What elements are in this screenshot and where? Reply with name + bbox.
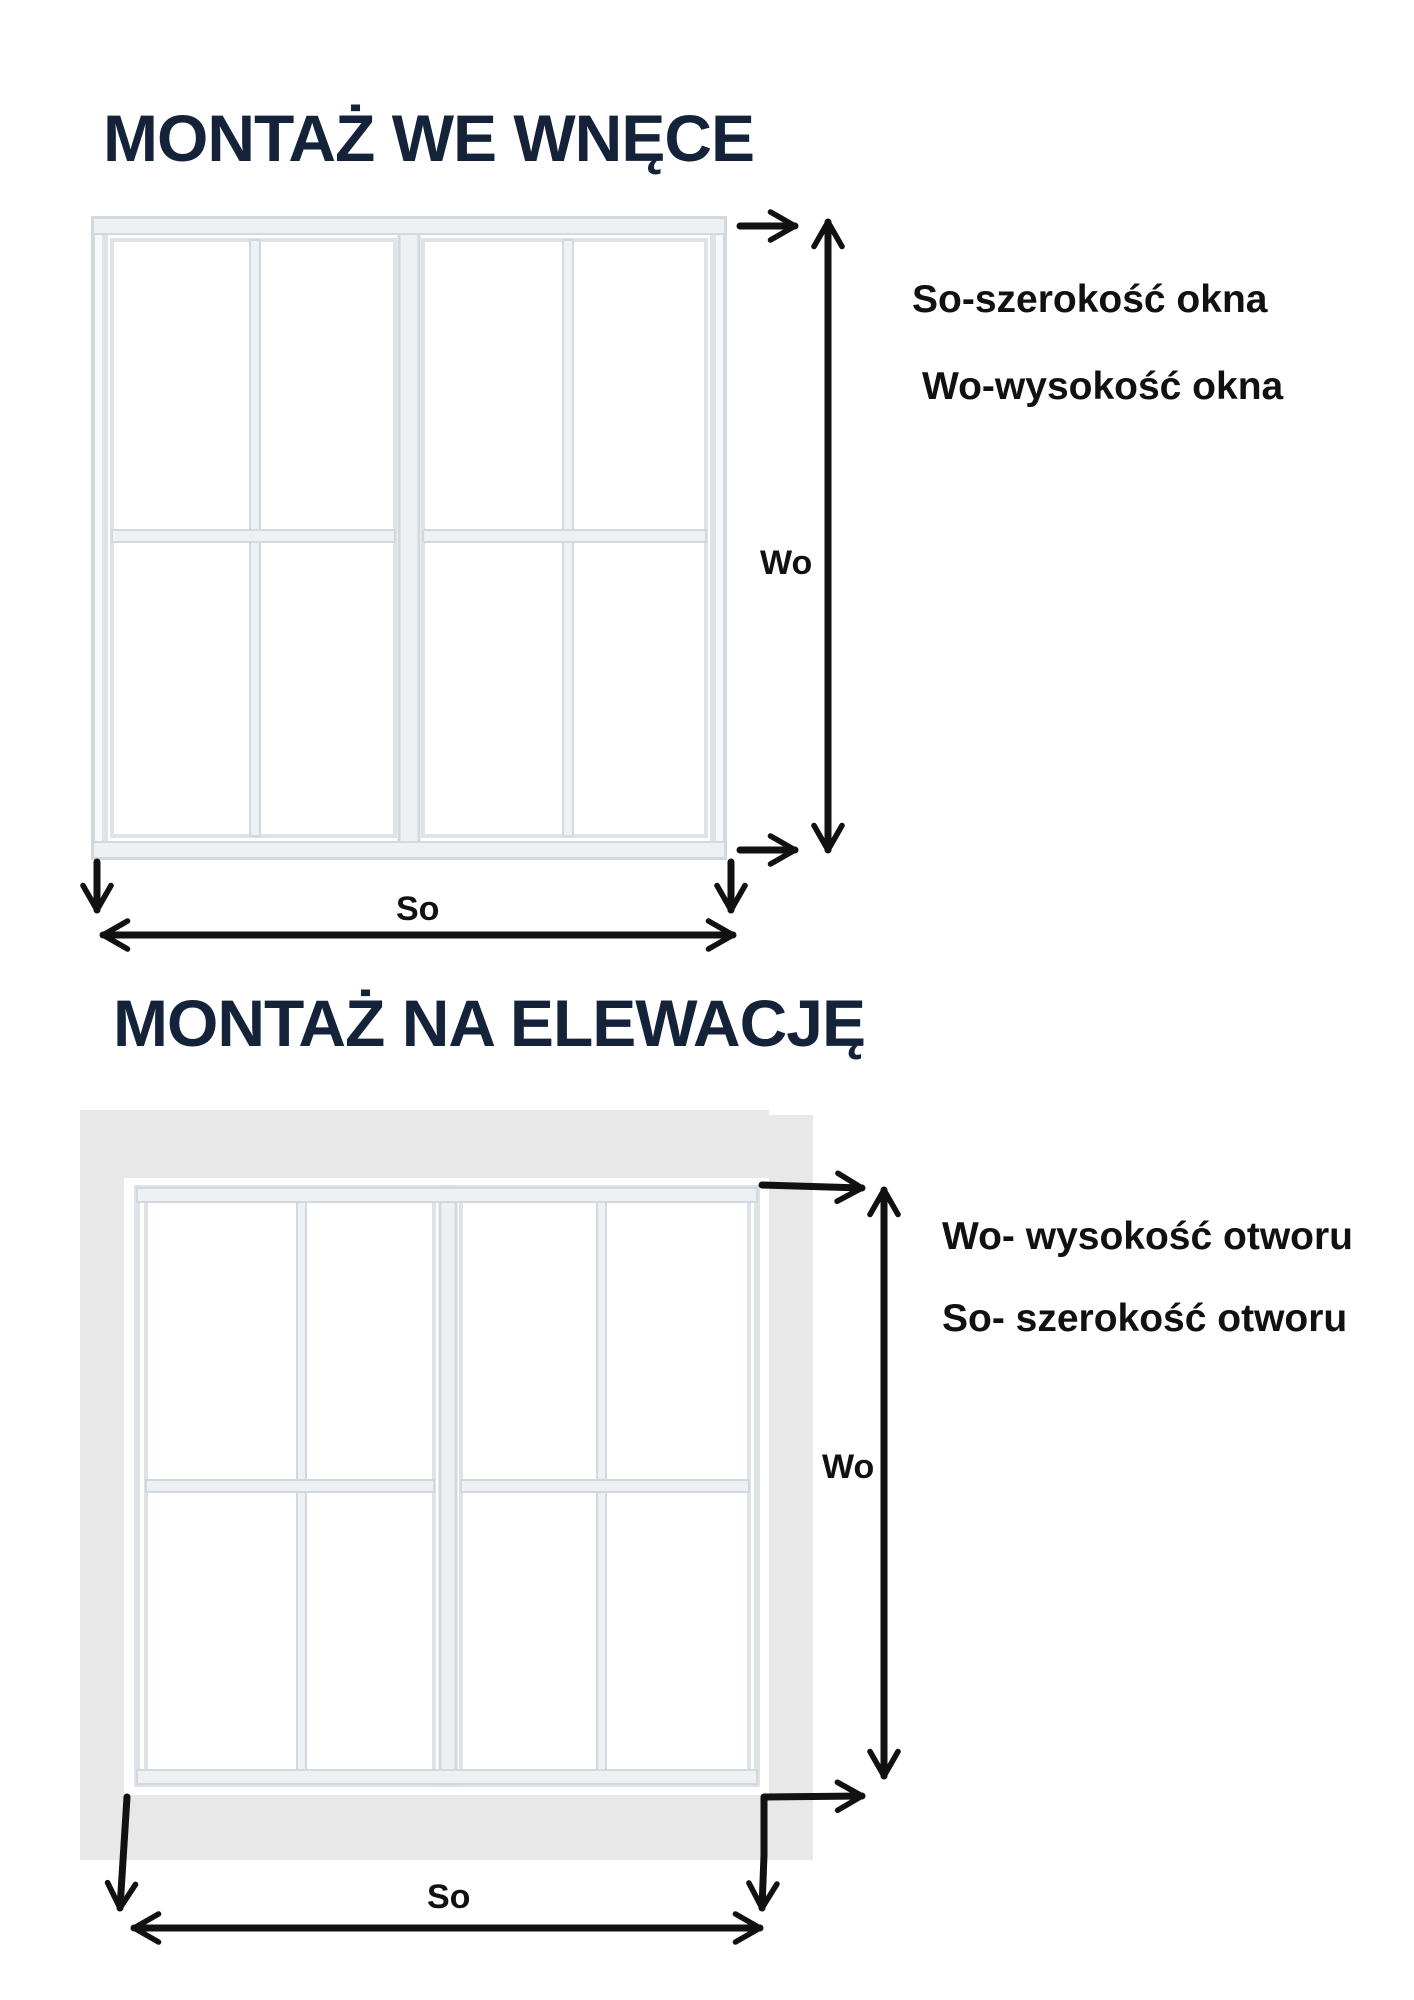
legend-window-height: Wo-wysokość okna bbox=[922, 365, 1284, 408]
width-label-niche: So bbox=[396, 890, 440, 928]
section-title-facade-mounting: MONTAŻ NA ELEWACJĘ bbox=[113, 986, 865, 1060]
height-label-facade: Wo bbox=[822, 1448, 875, 1486]
legend-opening-height: Wo- wysokość otworu bbox=[942, 1215, 1353, 1258]
window-facade bbox=[137, 1188, 757, 1784]
height-label-niche: Wo bbox=[760, 544, 813, 582]
legend-opening-width: So- szerokość otworu bbox=[942, 1297, 1348, 1340]
arrow-top-right-facade bbox=[762, 1185, 862, 1188]
legend-window-width: So-szerokość okna bbox=[912, 278, 1268, 321]
arrow-right-down-facade bbox=[762, 1855, 764, 1908]
window-niche bbox=[93, 218, 725, 858]
section-title-niche-mounting: MONTAŻ WE WNĘCE bbox=[103, 101, 755, 175]
width-label-facade: So bbox=[427, 1878, 471, 1916]
